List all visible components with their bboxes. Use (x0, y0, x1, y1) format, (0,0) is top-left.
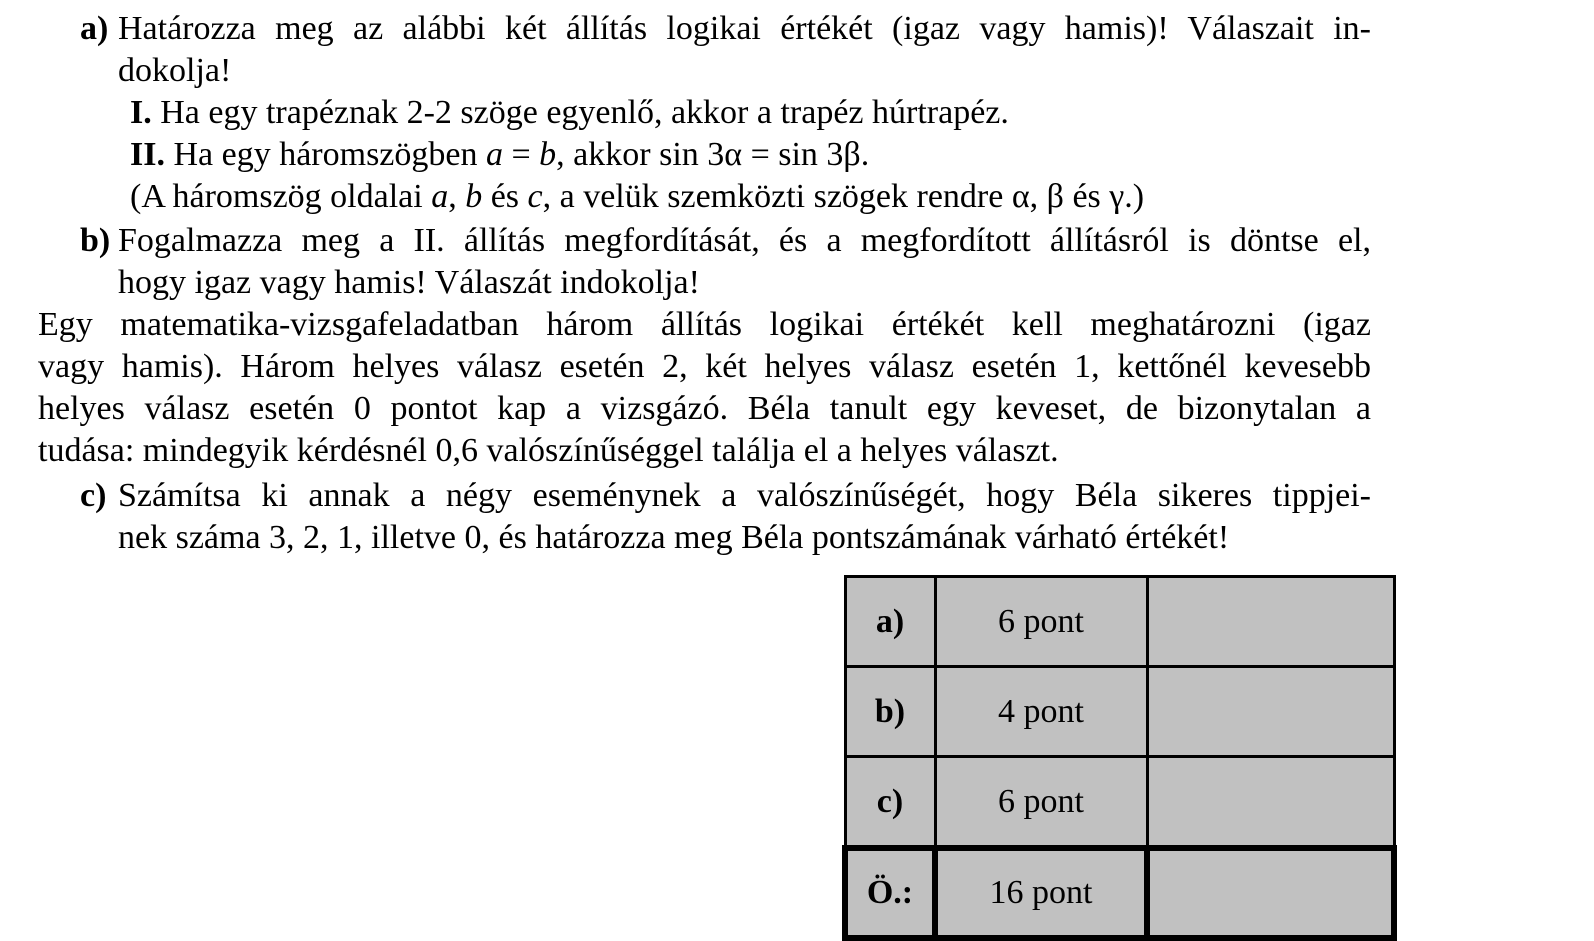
exam-item-b (38, 220, 1594, 304)
score-row-a-label: a) (845, 577, 935, 667)
item-b-line-2: hogy igaz vagy hamis! Válaszát indokolja! (118, 264, 700, 301)
score-row-total-label: Ö.: (845, 848, 935, 938)
item-c-line-1: Számítsa ki annak a négy eseménynek a valószínűségét, hogy Béla sikeres tippjei- (118, 477, 1371, 514)
equals-sign: = (502, 136, 540, 173)
score-row-a (845, 577, 1394, 667)
variable-b: b (539, 136, 557, 173)
paragraph-line-3: helyes válasz esetén 0 pontot kap a vizsgázó. Béla tanult egy keveset, de bizonytalan a (38, 390, 1371, 427)
item-a-line-1: Határozza meg az alábbi két állítás logikai értékét (igaz vagy hamis)! Válaszait in- (118, 10, 1371, 47)
score-row-b (845, 667, 1394, 757)
item-c-label: c) (80, 477, 107, 514)
statement-2-text-1: Ha egy háromszögben (164, 136, 486, 173)
note-text-2: és (482, 178, 528, 215)
item-a-label: a) (80, 10, 109, 47)
paragraph-line-4: tudása: mindegyik kérdésnél 0,6 valószínűséggel találja el a helyes választ. (38, 432, 1059, 469)
statement-1-number: I. (130, 94, 152, 131)
item-b-line-1: Fogalmazza meg a II. állítás megfordítását, és a megfordított állításról is döntse el, (118, 222, 1371, 259)
item-a-body (118, 8, 1371, 218)
item-b-label: b) (80, 222, 111, 259)
score-table (842, 575, 1397, 941)
note-text-1: (A háromszög oldalai (130, 178, 432, 215)
statement-2 (130, 134, 1371, 176)
score-row-b-label: b) (845, 667, 935, 757)
score-row-c-points: 6 pont (935, 757, 1147, 849)
item-c-line-2: nek száma 3, 2, 1, illetve 0, és határozza meg Béla pontszámának várható értékét! (118, 519, 1230, 556)
statement-1-text: Ha egy trapéznak 2-2 szöge egyenlő, akkor a trapéz húrtrapéz. (151, 94, 1009, 131)
score-row-a-points: 6 pont (935, 577, 1147, 667)
note-variable-c: c (527, 178, 543, 215)
problem-paragraph (38, 304, 1371, 472)
note-separator: , (448, 178, 466, 215)
score-row-a-blank-cell (1147, 577, 1394, 667)
score-row-total (845, 848, 1394, 938)
note-variable-a: a (431, 178, 449, 215)
triangle-note (130, 176, 1371, 218)
variable-a: a (485, 136, 503, 173)
note-text-3: , a velük szemközti szögek rendre α, β és γ.) (542, 178, 1145, 215)
exam-item-c (38, 475, 1594, 559)
statement-2-number: II. (130, 136, 165, 173)
item-c-body (118, 475, 1371, 559)
item-a-line-2: dokolja! (118, 52, 232, 89)
score-row-total-blank-cell (1147, 848, 1394, 938)
score-row-b-blank-cell (1147, 667, 1394, 757)
note-variable-b: b (465, 178, 483, 215)
score-row-total-points: 16 pont (935, 848, 1147, 938)
score-row-b-points: 4 pont (935, 667, 1147, 757)
score-row-c (845, 757, 1394, 849)
score-row-c-blank-cell (1147, 757, 1394, 849)
exam-item-a (38, 8, 1594, 218)
statement-2-text-2: , akkor sin 3α = sin 3β. (556, 136, 870, 173)
item-b-body (118, 220, 1371, 304)
paragraph-line-1: Egy matematika-vizsgafeladatban három állítás logikai értékét kell meghatározni (igaz (38, 306, 1371, 343)
score-row-c-label: c) (845, 757, 935, 849)
statement-1 (130, 92, 1371, 134)
paragraph-line-2: vagy hamis). Három helyes válasz esetén 2, két helyes válasz esetén 1, kettőnél kevesebb (38, 348, 1371, 385)
